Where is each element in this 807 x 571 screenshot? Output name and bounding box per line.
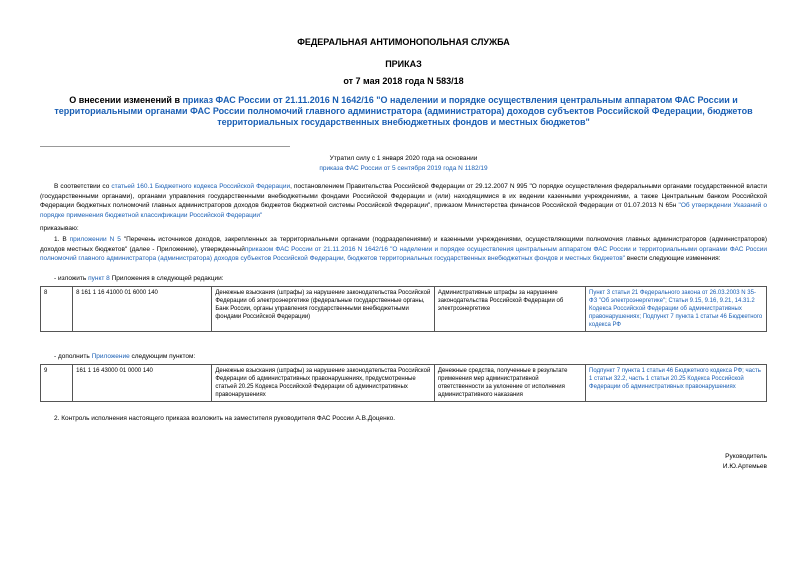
cell-code: 161 1 16 43000 01 0000 140 bbox=[73, 365, 212, 402]
text: , постановлением Правительства Российской Федерации от 29.12.2007 N 995 "О порядке осуществления федеральными органами государственной власти (государственными органами), органами управления государственными внебюджетными фондами Российской Федерации и (или) находящимися в их ведении казенными учреждениями, а также Центральным банком Российской Федерации бюджетных полномочий главных администраторов доходов бюджетов бюджетной системы Российской Федерации", приказом Министерства финансов Российской Федерации от 01.07.2013 N 65н bbox=[40, 183, 767, 209]
paragraph-add-item bbox=[40, 352, 767, 362]
appendix-5-link[interactable]: приложении N 5 bbox=[69, 236, 121, 243]
cell-legal-basis: Подпункт 7 пункта 1 статьи 46 Бюджетного кодекса РФ; часть 1 статьи 32.2, часть 1 статьи 20.25 Кодекса Российской Федерации об административных правонарушениях bbox=[586, 365, 767, 402]
signature-block bbox=[723, 452, 767, 472]
text: - дополнить bbox=[54, 353, 92, 360]
signatory-name: И.Ю.Артемьев bbox=[722, 463, 767, 470]
title-order-link[interactable]: приказ ФАС России от 21.11.2016 N 1642/16 "О наделении и порядке осуществления центральным аппаратом ФАС России и территориальными органами ФАС России полномочий главного администратора (администратора) доходов субъектов Российской Федерации, бюджетов территориальных государственных внебюджетных фондов и местных бюджетов" bbox=[54, 95, 753, 127]
appendix-link[interactable]: Приложение bbox=[91, 353, 130, 360]
cell-administrator: Административные штрафы за нарушение законодательства Российской Федерации об электроэнергетике bbox=[434, 287, 585, 332]
signatory-title: Руководитель bbox=[725, 453, 767, 460]
text: 1. В bbox=[54, 236, 70, 243]
document-date: от 7 мая 2018 года N 583/18 bbox=[343, 76, 464, 86]
notice-line: Утратил силу с 1 января 2020 года на основании bbox=[329, 155, 478, 162]
revocation-notice bbox=[0, 154, 807, 174]
text: внести следующие изменения: bbox=[625, 255, 721, 262]
cell-description: Денежные взыскания (штрафы) за нарушение законодательства Российской Федерации об электроэнергетике (федеральные государственные органы, Банк России, органы управления государственными внебюджетными фондами Российской Федерации) bbox=[212, 287, 435, 332]
table-item-9 bbox=[40, 364, 767, 402]
paragraph-item-2: 2. Контроль исполнения настоящего приказа возложить на заместителя руководителя ФАС России А.В.Доценко. bbox=[54, 415, 396, 422]
text: следующим пунктом: bbox=[129, 353, 196, 360]
text: В соответствии со bbox=[54, 183, 112, 190]
title-prefix: О внесении изменений в bbox=[69, 95, 183, 105]
table-row bbox=[41, 365, 767, 402]
table-row bbox=[41, 287, 767, 332]
text: "Перечень источников доходов, закрепленных за территориальными органами (подразделениями) и казенными учреждениями, осуществляющими полномочия главных администраторов (администраторов) доходов местных бюджетов" (далее - Приложение), утвержденный bbox=[40, 236, 767, 253]
cell-description: Денежные взыскания (штрафы) за нарушение законодательства Российской Федерации об административных правонарушениях, предусмотренные статьей 20.25 Кодекса Российской Федерации об административных правонарушениях bbox=[212, 365, 435, 402]
cell-code: 8 161 1 16 41000 01 6000 140 bbox=[73, 287, 212, 332]
budget-code-link[interactable]: статьей 160.1 Бюджетного кодекса Российской Федерации bbox=[111, 183, 291, 190]
item-8-link[interactable]: пункт 8 bbox=[88, 275, 110, 282]
document-title bbox=[50, 95, 757, 128]
paragraph-item-8-intro bbox=[40, 274, 767, 284]
cell-administrator: Денежные средства, полученные в результате применения мер административной ответственности за уклонение от исполнения административного наказания bbox=[434, 365, 585, 402]
cell-number: 8 bbox=[41, 287, 73, 332]
paragraph-basis bbox=[40, 182, 767, 220]
document-type: ПРИКАЗ bbox=[385, 59, 422, 69]
organization-name: ФЕДЕРАЛЬНАЯ АНТИМОНОПОЛЬНАЯ СЛУЖБА bbox=[297, 37, 510, 47]
classification-link[interactable]: "Об утверждении Указаний о порядке применения бюджетной классификации Российской Федерации" bbox=[40, 202, 767, 219]
text: Приложения в следующей редакции: bbox=[109, 275, 224, 282]
table-item-8 bbox=[40, 286, 767, 332]
cell-number: 9 bbox=[41, 365, 73, 402]
paragraph-item-1 bbox=[40, 235, 767, 264]
text: - изложить bbox=[54, 275, 89, 282]
notice-order-link[interactable]: приказа ФАС России от 5 сентября 2019 года N 1182/19 bbox=[319, 165, 488, 172]
order-1642-link[interactable]: приказом ФАС России от 21.11.2016 N 1642/16 "О наделении и порядке осуществления центральным аппаратом ФАС России и территориальными органами ФАС России полномочий главного администратора (администратора) доходов субъектов Российской Федерации, бюджетов территориальных государственных внебюджетных фондов и местных бюджетов" bbox=[40, 245, 767, 262]
divider bbox=[40, 146, 290, 147]
cell-legal-basis: Пункт 3 статьи 21 Федерального закона от 26.03.2003 N 35-ФЗ "Об электроэнергетике"; Статьи 9.15, 9.16, 9.21, 14.31.2 Кодекса Российской Федерации об административных правонарушениях; Подпункт 7 пункта 1 статьи 46 Бюджетного кодекса РФ bbox=[586, 287, 767, 332]
paragraph-order: приказываю: bbox=[40, 225, 79, 232]
